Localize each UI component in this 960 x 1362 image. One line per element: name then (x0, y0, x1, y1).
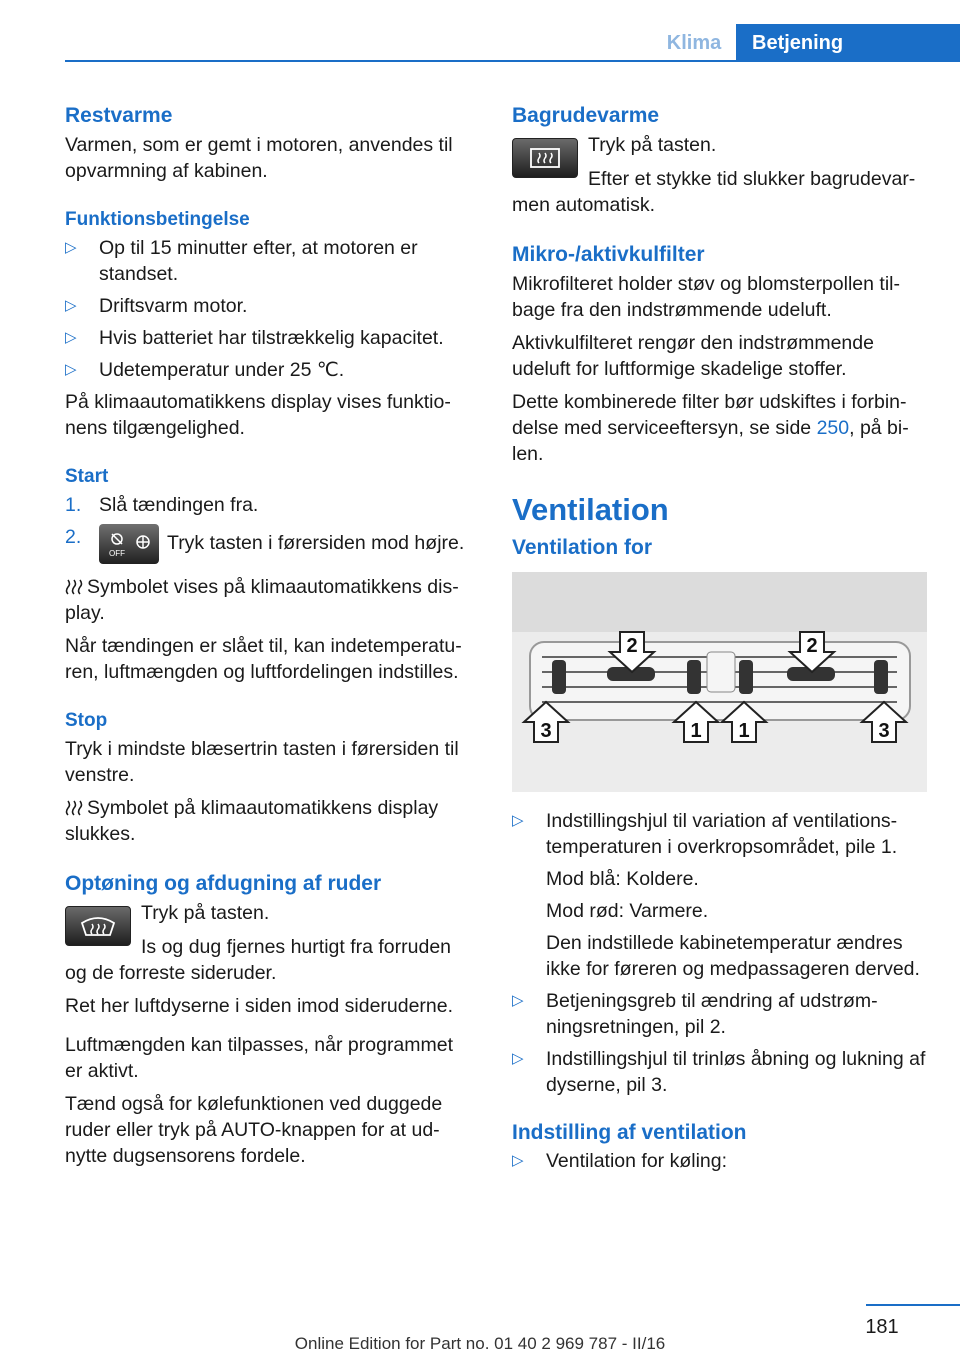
triangle-bullet-icon: ▷ (65, 297, 77, 314)
stop-symbol-text: Symbolet på klimaautomatikkens display slukkes. (65, 797, 439, 845)
svg-text:OFF: OFF (109, 549, 125, 558)
right-column (512, 100, 932, 1180)
restvarme-heading: Restvarme (65, 104, 173, 127)
rear-window-defrost-button-icon (512, 138, 578, 178)
stop-heading: Stop (65, 710, 108, 731)
opt-text-2: Ret her luftdyserne i siden imod sideruderne. (65, 995, 454, 1017)
list-item: ▷ Udetemperatur under 25 ℃. (65, 359, 345, 381)
vent-sub-2: Mod rød: Varmere. (546, 900, 709, 922)
figure-label: 2 (806, 635, 818, 657)
list-item: ▷ Betjeningsgreb til ændring af udstrøm‐ningsretningen, pil 2. (512, 990, 878, 1038)
start-step-2: 2. OFF Tryk tasten i førersiden mod højre. (65, 524, 475, 568)
triangle-bullet-icon: ▷ (512, 1050, 524, 1067)
air-vents-figure (512, 572, 927, 792)
bagrude-text: Efter et stykke tid slukker bagrudevar‐men automatisk. (512, 168, 916, 216)
vent-sub-1: Mod blå: Koldere. (546, 868, 699, 890)
heat-waves-icon (65, 799, 83, 817)
opt-text: Is og dug fjernes hurtigt fra forruden og de forreste sideruder. (65, 936, 452, 984)
figure-label: 3 (540, 720, 552, 742)
figure-label: 1 (690, 720, 702, 742)
header-chapter-tab[interactable]: Betjening (736, 24, 960, 62)
ventilation-heading: Ventilation (512, 492, 669, 527)
display-text: På klimaautomatikkens display vises funktio‐nens tilgængelighed. (65, 391, 451, 439)
list-item: ▷ Ventilation for køling: (512, 1150, 728, 1172)
windshield-defrost-button-icon (65, 906, 131, 946)
left-column (65, 100, 475, 1176)
list-item: ▷ Indstillingshjul til variation af ventilations‐temperaturen i overkropsområdet, pile 1. Mod blå: Koldere. Mod rød: Varmere. Den indstillede kabinetemperatur ændres ikke for føreren og medpassageren derved. (512, 808, 932, 982)
header-section-tab[interactable]: Klima (666, 32, 722, 54)
list-item: ▷ Indstillingshjul til trinløs åbning og lukning af dyserne, pil 3. (512, 1048, 926, 1096)
header-rule (65, 60, 960, 62)
start-heading: Start (65, 466, 109, 487)
triangle-bullet-icon: ▷ (65, 239, 77, 256)
vent-sub-3: Den indstillede kabinetemperatur ændres ikke for føreren og medpassageren derved. (546, 932, 920, 980)
list-item: ▷ Op til 15 minutter efter, at motoren er standset. (65, 237, 418, 285)
ventilation-for-heading: Ventilation for (512, 536, 653, 559)
page-number: 181 (865, 1316, 899, 1338)
mikro-text-3: Dette kombinerede filter bør udskiftes i forbin‐delse med serviceeftersyn, se side 250, på bi‐len. (512, 391, 909, 465)
triangle-bullet-icon: ▷ (512, 1152, 524, 1169)
triangle-bullet-icon: ▷ (65, 329, 77, 346)
list-item: ▷ Driftsvarm motor. (65, 295, 248, 317)
triangle-bullet-icon: ▷ (65, 361, 77, 378)
mikro-heading: Mikro-/aktivkulfilter (512, 243, 705, 266)
symbol-text: Symbolet vises på klimaautomatikkens dis‐play. (65, 576, 459, 624)
bagrude-press: Tryk på tasten. (588, 134, 717, 156)
figure-label: 1 (738, 720, 750, 742)
page-link[interactable]: 250 (816, 417, 850, 439)
indstilling-heading: Indstilling af ventilation (512, 1121, 747, 1144)
restvarme-text: Varmen, som er gemt i motoren, anvendes til opvarmning af kabinen. (65, 134, 453, 182)
mikro-text-2: Aktivkulfilteret rengør den indstrømmende udeluft for luftformige skadelige stoffer. (512, 332, 874, 380)
footer-edition: Online Edition for Part no. 01 40 2 969 787 - II/16 (294, 1334, 666, 1353)
stop-text: Tryk i mindste blæsertrin tasten i førersiden til venstre. (65, 738, 459, 786)
defrost-row (65, 900, 475, 958)
figure-label: 3 (878, 720, 890, 742)
heat-waves-icon (65, 578, 83, 596)
opt-text-4: Tænd også for kølefunktionen ved duggede ruder eller tryk på AUTO-knappen for at ud‐nytte dugsensorens fordele. (65, 1093, 443, 1167)
triangle-bullet-icon: ▷ (512, 812, 524, 829)
opt-press: Tryk på tasten. (141, 902, 270, 924)
triangle-bullet-icon: ▷ (512, 992, 524, 1009)
tending-text: Når tændingen er slået til, kan indetemperatu‐ren, luftmængden og luftfordelingen indstilles. (65, 635, 462, 683)
mikro-text-1: Mikrofilteret holder støv og blomsterpollen til‐bage fra den indstrømmende udeluft. (512, 273, 900, 321)
funktion-heading: Funktionsbetingelse (65, 209, 250, 230)
bagrude-heading: Bagrudevarme (512, 104, 660, 127)
figure-label: 2 (626, 635, 638, 657)
fan-off-button-icon (99, 524, 159, 564)
opt-heading: Optøning og afdugning af ruder (65, 872, 382, 895)
footer-rule (866, 1304, 960, 1306)
list-item: ▷ Hvis batteriet har tilstrækkelig kapacitet. (65, 327, 444, 349)
start-step-1: 1. Slå tændingen fra. (65, 494, 259, 516)
opt-text-3: Luftmængden kan tilpasses, når programmet er aktivt. (65, 1034, 454, 1082)
rear-defrost-row (512, 132, 932, 190)
